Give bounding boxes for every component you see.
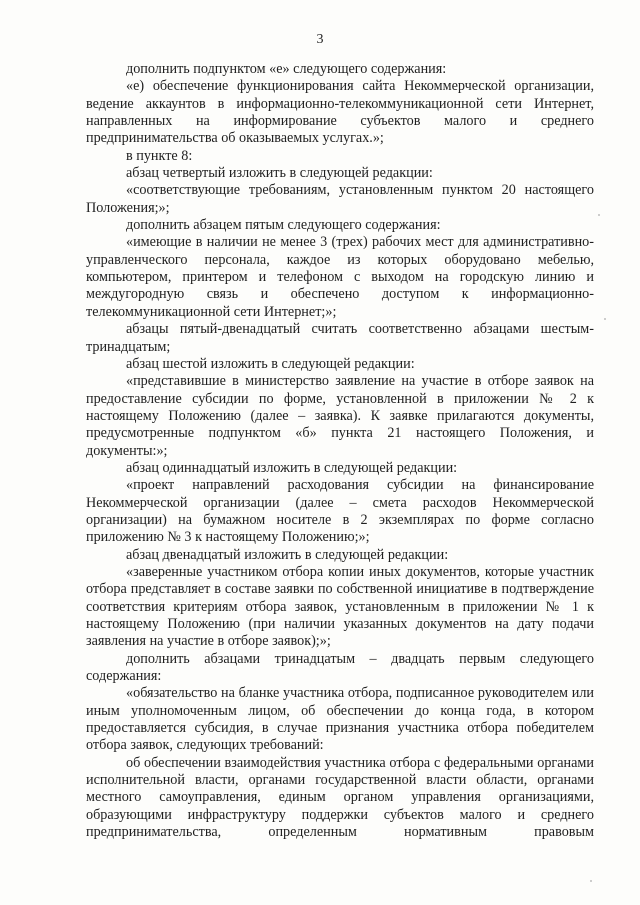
paragraph: абзац двенадцатый изложить в следующей редакции: bbox=[126, 546, 449, 563]
paragraph: «имеющие в наличии не менее 3 (трех) рабочих мест для административно-управленческого персонала, каждое из которых оборудовано мебелью, компьютером, принтером и телефоном с выходом на городскую линию и междугородную связь и обеспечено доступом к информационно-телекоммуникационной сети Интернет;»; bbox=[86, 234, 594, 320]
paragraph: дополнить абзацами тринадцатым – двадцать первым следующего содержания: bbox=[86, 650, 594, 685]
page-number: 3 bbox=[316, 32, 324, 47]
paragraph: в пункте 8: bbox=[126, 147, 193, 164]
scan-speck bbox=[604, 318, 606, 320]
paragraph: дополнить абзацем пятым следующего содержания: bbox=[126, 217, 441, 234]
paragraph: «обязательство на бланке участника отбора, подписанное руководителем или иным уполномоченным лицом, об обеспечении до конца года, в котором предоставляется субсидия, в случае признания участника отбора победителем отбора заявок, следующих требований: bbox=[86, 685, 594, 754]
paragraph: «соответствующие требованиям, установленным пунктом 20 настоящего Положения;»; bbox=[86, 182, 594, 216]
document-body bbox=[86, 61, 594, 841]
paragraph: «проект направлений расходования субсидии на финансирование Некоммерческой организации (далее – смета расходов Некоммерческой организации) на бумажном носителе в 2 экземплярах по форме согласно приложению № 3 к настоящему Положению;»; bbox=[86, 477, 594, 546]
paragraph: дополнить подпунктом «е» следующего содержания: bbox=[126, 61, 447, 77]
paragraph: абзац одиннадцатый изложить в следующей редакции: bbox=[126, 459, 458, 476]
paragraph: об обеспечении взаимодействия участника отбора с федеральными органами исполнительной власти, органами государственной власти области, органами местного самоуправления, единым органом управления организациями, образующими инфраструктуру поддержки субъектов малого и среднего предпринимательства, определенным нормативным правовым bbox=[86, 754, 594, 841]
scan-speck bbox=[590, 880, 592, 882]
paragraph: «представившие в министерство заявление на участие в отборе заявок на предоставление субсидии по форме, установленной в приложении № 2 к настоящему Положению (далее – заявка). К заявке прилагаются документы, предусмотренные подпунктом «б» пункта 21 настоящего Положения, и документы:»; bbox=[86, 373, 594, 459]
paragraph: абзацы пятый-двенадцатый считать соответственно абзацами шестым-тринадцатым; bbox=[86, 321, 594, 355]
paragraph: абзац шестой изложить в следующей редакции: bbox=[126, 355, 415, 372]
scan-speck bbox=[598, 214, 600, 216]
paragraph: «е) обеспечение функционирования сайта Некоммерческой организации, ведение аккаунтов в информационно-телекоммуникационной сети Интернет, направленных на информирование субъектов малого и среднего предпринимательства об оказываемых услугах.»; bbox=[86, 78, 594, 147]
paragraph: абзац четвертый изложить в следующей редакции: bbox=[126, 165, 433, 182]
paragraph: «заверенные участником отбора копии иных документов, которые участник отбора представляет в составе заявки по собственной инициативе в подтверждение соответствия критериям отбора заявок, установленным в приложении № 1 к настоящему Положению (при наличии указанных документов на дату подачи заявления на участие в отборе заявок);»; bbox=[86, 563, 594, 650]
